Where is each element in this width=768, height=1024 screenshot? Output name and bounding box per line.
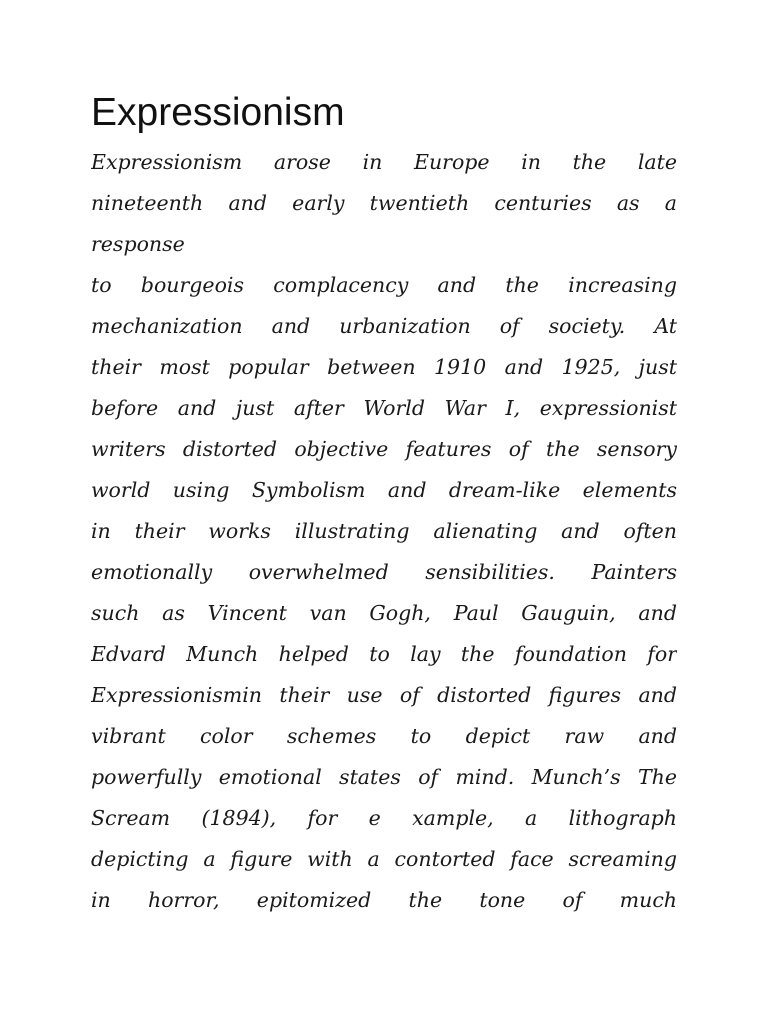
document-title: Expressionism xyxy=(91,91,345,134)
text-line: their most popular between 1910 and 1925, just xyxy=(91,355,677,379)
text-line: response xyxy=(91,232,185,256)
text-line: nineteenth and early twentieth centuries as a xyxy=(91,191,677,215)
text-line: in horror, epitomized the tone of much xyxy=(91,888,677,912)
text-line: world using Symbolism and dream-like elements xyxy=(91,478,677,502)
text-line: powerfully emotional states of mind. Munch’s The xyxy=(91,765,677,789)
body-paragraph xyxy=(91,142,677,921)
text-line: such as Vincent van Gogh, Paul Gauguin, and xyxy=(91,601,677,625)
text-line: mechanization and urbanization of society. At xyxy=(91,314,677,338)
text-line: Edvard Munch helped to lay the foundation for xyxy=(91,642,677,666)
text-line: Scream (1894), for e xample, a lithograph xyxy=(91,806,677,830)
text-line: in their works illustrating alienating and often xyxy=(91,519,677,543)
text-line: Expressionism arose in Europe in the late xyxy=(91,150,677,174)
text-line: writers distorted objective features of the sensory xyxy=(91,437,677,461)
text-line: depicting a figure with a contorted face screaming xyxy=(91,847,677,871)
text-line: Expressionismin their use of distorted figures and xyxy=(91,683,677,707)
text-line: before and just after World War I, expressionist xyxy=(91,396,677,420)
text-line: emotionally overwhelmed sensibilities. Painters xyxy=(91,560,677,584)
text-line: vibrant color schemes to depict raw and xyxy=(91,724,677,748)
text-line: to bourgeois complacency and the increasing xyxy=(91,273,677,297)
